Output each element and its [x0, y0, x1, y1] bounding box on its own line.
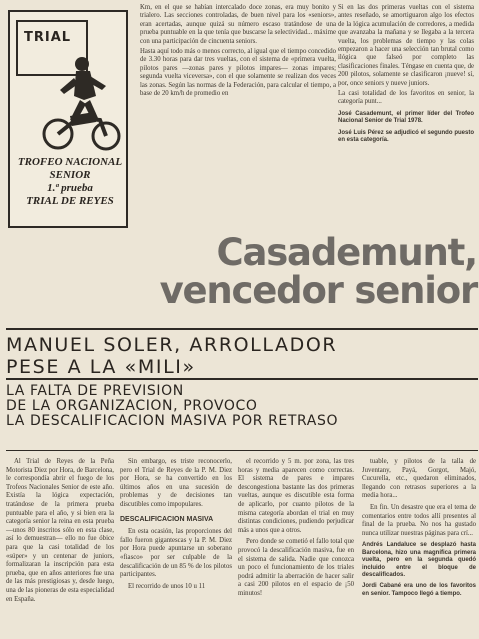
headline [52, 231, 477, 312]
badge-line4: TRIAL DE REYES [26, 195, 114, 207]
body-column-2 [120, 458, 232, 594]
subheadline-2-line3: LA DESCALIFICACION MASIVA POR RETRASO [6, 413, 339, 429]
paragraph: Pero donde se cometió el fallo total que provocó la descalificación masiva, fue en el sistema de salida. Nadie que conozca un poco el funcionamiento de los triales podrá admitir la aberración de hacer salir a casi 200 pilotos en el espacio de ¡50 minutos! [238, 538, 354, 597]
paragraph: El recorrido de unos 10 u 11 [128, 582, 206, 590]
subheadline-2-line1: LA FALTA DE PREVISION [6, 383, 184, 399]
paragraph: La casi totalidad de los favoritos en senior, la categoría punt... [338, 90, 474, 106]
badge-text [16, 156, 124, 208]
paragraph: En fin. Un desastre que era el tema de comentarios entre todos allí presentes al final de la prueba. No nos ha gustado nunca utilizar nuestras páginas para crí... [362, 503, 476, 537]
subheadline-2 [6, 384, 476, 429]
subheadline-1-line2: PESE A LA «MILI» [6, 356, 196, 378]
headline-line2: vencedor senior [159, 269, 477, 312]
badge-title: TRIAL [24, 30, 72, 45]
paragraph: el recorrido y 5 m. por zona, las tres horas y media aparecen como correctas. El sistema de pares e impares descongestiona bastante las dos primeras vueltas, aunque es discutible esta forma de aplicarlo, por cuanto pilotos de la misma categoría abordan el trial en muy distintas condiciones, pudiendo perjudicar más a unos que a otros. [238, 458, 354, 534]
top-column-1 [140, 4, 336, 100]
top-column-2 [338, 4, 474, 145]
divider [6, 450, 478, 451]
paragraph: tuable, y pilotos de la talla de Juventany, Payá, Gorgot, Majó, Cucurella, etc., quedaron eliminados, llegando con retrasos superiores a la media hora... [362, 458, 476, 500]
paragraph: En esta ocasión, las proporciones del fallo fueron gigantescas y la P. M. Diez por Hora puede apuntarse un soberano «fiasco» por ser culpable de la descalificación de un 85 % de los pilotos participantes. [120, 528, 232, 579]
paragraph: Sin embargo, es triste reconocerlo, pero el Trial de Reyes de la P. M. Diez por Hora, se ha convertido en los últimos años en una sucesión de problemas y de decisiones tan discutibles como impopulares. [120, 458, 232, 508]
paragraph: Km, en el que se habían intercalado doce zonas, era muy bonito y trialero. Las secciones controladas, de buen nivel para los «seniors», eran acertadas, aunque quizá su número escaso tratándose de una prueba puntuable en la que tenía que buscarse la selectividad... máxime con una participación de cincuenta seniors. [140, 4, 336, 45]
divider [6, 328, 478, 330]
paragraph: Hasta aquí todo más o menos correcto, al igual que el tiempo concedido de 3.30 horas para dar tres vueltas, con el sistema de «primera vuelta, pilotos pares —zonas pares y pilotos impares— zonas impares; segunda vuelta viceversa», con el que solamente se realizan dos veces las zonas. Según las normas de la Federación, para calcular el tiempo, a base de 20 km/h de promedio en [140, 48, 336, 98]
body-column-4 [362, 458, 476, 598]
badge-line2: SENIOR [49, 169, 91, 181]
badge-line1: TROFEO NACIONAL [17, 156, 123, 168]
photo-caption: Andrés Landaluce se desplazó hasta Barcelona, hizo una magnífica primera vuelta, pero en la segunda quedó incluido entre el bloque de descalificados. [362, 542, 476, 578]
badge-line3: 1.ª prueba [47, 182, 93, 194]
subheadline-1 [6, 334, 476, 378]
subheadline-2-line2: DE LA ORGANIZACION, PROVOCO [6, 398, 258, 414]
photo-caption: José Luis Pérez se adjudicó el segundo puesto en esta categoría. [338, 129, 474, 144]
section-heading: DESCALIFICACION MASIVA [120, 515, 214, 523]
headline-line1: Casademunt, [216, 231, 477, 274]
photo-caption: José Casademunt, el primer líder del Trofeo Nacional Senior de Trial 1978. [338, 110, 474, 125]
body-column-3 [238, 458, 354, 602]
subheadline-1-line1: MANUEL SOLER, ARROLLADOR [6, 334, 338, 356]
photo-caption: Jordi Cabané era uno de los favoritos en senior. Tampoco llegó a tiempo. [362, 583, 476, 597]
body-column-1 [6, 458, 114, 607]
paragraph: Si en las dos primeras vueltas con el sistema antes reseñado, se amortiguaron algo los efectos de la lógica acumulación de corredores, a medida que avanzaba la mañana y se llegaba a la tercera vuelta, los problemas de tiempo y las colas empezaron a hacer una selección tan brutal como ilógica que falseó por completo las clasificaciones finales. Téngase en cuenta que, de 200 pilotos, solamente se clasificaron ¡nueve! sí, por, once seniors y nueve juniors. [338, 4, 474, 87]
paragraph: Al Trial de Reyes de la Peña Motorista Diez por Hora, de Barcelona, le correspondía abrir el fuego de los Trofeos Nacionales Senior de este año. Existía la lógica expectación, tratándose de la primera prueba puntuable para el año, y si bien era la categoría senior la reina en esta prueba —unos 80 inscritos sólo en esta clase, así lo demuestran— ello no fue óbice para que la casi totalidad de los «súper» y un centenar de juniors, formalizaran la inscripción para esta prueba, que en años anteriores fue una de las más prestigiosas y, desde luego, una de las pioneras de esta especialidad en España. [6, 458, 114, 603]
divider [6, 378, 478, 380]
event-badge [8, 10, 128, 228]
motorcycle-rider-icon [40, 56, 122, 156]
